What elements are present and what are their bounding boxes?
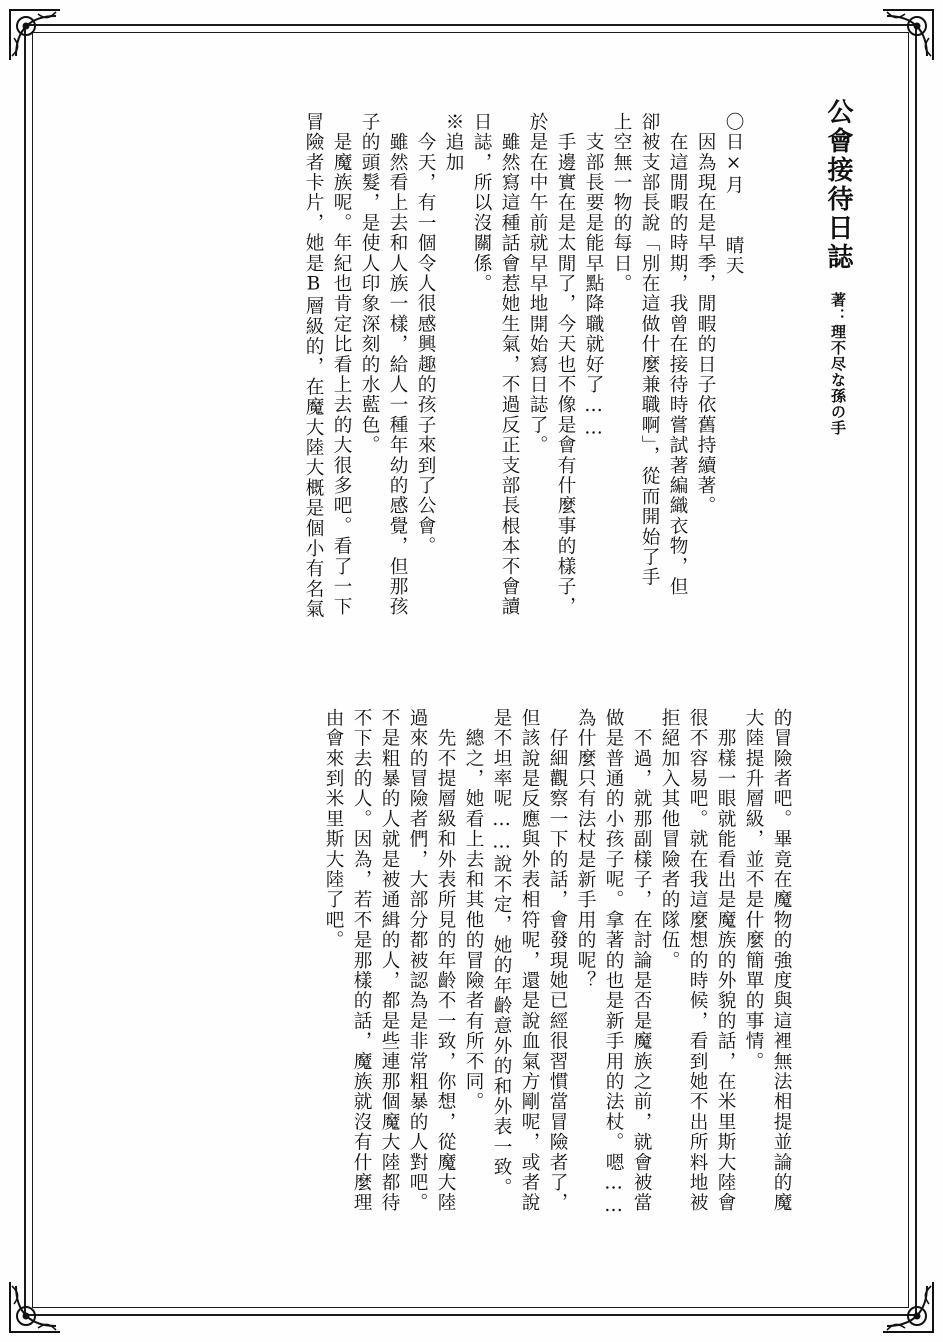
text-column: ※追加 (443, 112, 464, 173)
text-column: 不是粗暴的人就是被通緝的人，都是些連那個魔大陸都待 (379, 708, 400, 1213)
text-column: 過來的冒險者們，大部分都被認為是非常粗暴的人對吧。 (407, 708, 428, 1213)
text-column: 不下去的人。因為，若不是那樣的話，魔族就沒有什麼理 (351, 708, 372, 1213)
text-column: 今天，有一個令人很感興趣的孩子來到了公會。 (415, 112, 436, 557)
text-column: 雖然寫這種話會惹她生氣，不過反正支部長根本不會讀 (499, 112, 520, 617)
text-column: 大陸提升層級，並不是什麼簡單的事情。 (743, 708, 764, 1072)
page-title: 公會接待日誌 (823, 98, 853, 272)
text-column: 支部長要是能早點降職就好了…… (583, 112, 604, 440)
text-column: 那樣一眼就能看出是魔族的外貌的話，在米里斯大陸會 (715, 708, 736, 1213)
text-column: 的冒險者吧。畢竟在魔物的強度與這裡無法相提並論的魔 (771, 708, 792, 1213)
text-column: 上空無一物的每日。 (611, 112, 632, 294)
ornament-corner-icon (879, 6, 937, 64)
text-column: 先不提層級和外表所見的年齡不一致，你想，從魔大陸 (435, 708, 456, 1213)
text-column: 為什麼只有法杖是新手用的呢？ (575, 708, 596, 991)
text-column: 卻被支部長說「別在這做什麼兼職啊」，從而開始了手 (639, 112, 660, 588)
author-credit: 著：理不尽な孫の手 (829, 292, 847, 436)
text-column: 雖然看上去和人族一樣，給人一種年幼的感覺，但那孩 (387, 112, 408, 617)
ornament-corner-icon (6, 1278, 64, 1336)
ornament-corner-icon (879, 1278, 937, 1336)
text-column: 是不坦率呢……說不定，她的年齡意外的和外表一致。 (491, 708, 512, 1198)
text-column: 不過，就那副樣子，在討論是否是魔族之前，就會被當 (631, 708, 652, 1213)
text-column: 是魔族呢。年紀也肯定比看上去的大很多吧。看了一下 (331, 112, 352, 617)
text-column: 但該說是反應與外表相符呢，還是說血氣方剛呢，或者說 (519, 708, 540, 1213)
text-column: 在這閒暇的時期，我曾在接待時嘗試著編織衣物，但 (667, 112, 688, 597)
text-column: 因為現在是早季，閒暇的日子依舊持續著。 (695, 112, 716, 516)
text-column: 很不容易吧。就在我這麼想的時候，看到她不出所料地被 (687, 708, 708, 1213)
text-column: 仔細觀察一下的話，會發現她已經很習慣當冒險者了， (547, 708, 568, 1213)
text-column: 由會來到米里斯大陸了吧。 (323, 708, 344, 951)
text-column: 〇日×月 晴天 (723, 112, 744, 276)
text-column: 日誌，所以沒關係。 (471, 112, 492, 294)
text-column: 冒險者卡片，她是B層級的，在魔大陸大概是個小有名氣 (303, 112, 324, 620)
text-column: 手邊實在是太閒了，今天也不像是會有什麼事的樣子， (555, 112, 576, 617)
diary-text-top (299, 112, 747, 619)
text-column: 於是在中午前就早早地開始寫日誌了。 (527, 112, 548, 456)
text-column: 做是普通的小孩子呢。拿著的也是新手用的法杖。嗯…… (603, 708, 624, 1218)
diary-text-bottom (319, 708, 795, 1218)
text-column: 總之，她看上去和其他的冒險者有所不同。 (463, 708, 484, 1112)
ornament-corner-icon (6, 6, 64, 64)
text-column: 拒絕加入其他冒險者的隊伍。 (659, 708, 680, 971)
text-column: 子的頭髮，是使人印象深刻的水藍色。 (359, 112, 380, 456)
